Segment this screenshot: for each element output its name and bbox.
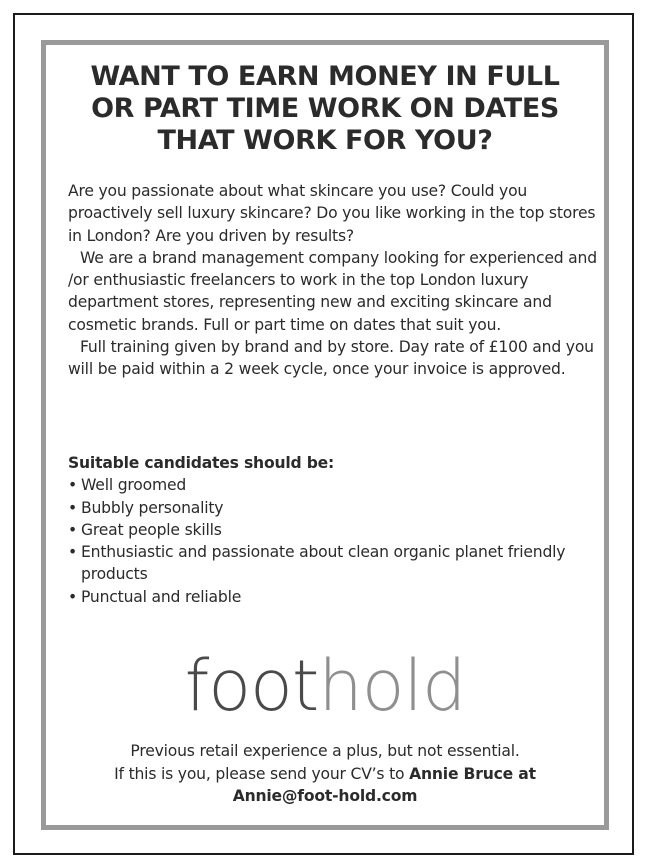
headline-line-2: OR PART TIME WORK ON DATES bbox=[91, 93, 559, 124]
list-item bbox=[68, 541, 598, 586]
list-item bbox=[68, 497, 598, 519]
intro-paragraph-3: Full training given by brand and by store. Day rate of £100 and you will be paid within a 2 week cycle, once your invoice is approved. bbox=[68, 338, 594, 379]
bullet-icon: • bbox=[68, 587, 77, 606]
contact-name: Annie Bruce at bbox=[409, 764, 536, 783]
candidates-heading: Suitable candidates should be: bbox=[68, 454, 335, 472]
headline bbox=[50, 61, 600, 157]
list-item bbox=[68, 474, 598, 496]
headline-line-1: WANT TO EARN MONEY IN FULL bbox=[90, 61, 560, 92]
list-item bbox=[68, 586, 598, 608]
contact-email[interactable]: Annie@foot-hold.com bbox=[232, 787, 418, 805]
bullet-icon: • bbox=[68, 498, 77, 517]
intro-paragraph-2: We are a brand management company looking for experienced and /or enthusiastic freelancers to work in the top London luxury department stores, representing new and exciting skincare and cosmetic brands. Full or part time on dates that suit you. bbox=[68, 248, 597, 334]
foothold-logo bbox=[0, 646, 650, 726]
intro-paragraph-1: Are you passionate about what skincare you use? Could you proactively sell luxury skincare? Do you like working in the top stores in London? Are you driven by results? bbox=[68, 182, 596, 245]
bullet-icon: • bbox=[68, 543, 77, 562]
footer-contact bbox=[50, 740, 600, 808]
intro-copy bbox=[68, 180, 598, 381]
list-item-text: Well groomed bbox=[81, 476, 187, 495]
list-item bbox=[68, 519, 598, 541]
bullet-icon: • bbox=[68, 476, 77, 495]
footer-line-1: Previous retail experience a plus, but not essential. bbox=[130, 742, 520, 760]
list-item-text: Great people skills bbox=[81, 520, 222, 539]
footer-line-2 bbox=[50, 763, 600, 786]
logo-text-foot: foot bbox=[184, 645, 319, 727]
list-item-text: Enthusiastic and passionate about clean organic planet friendly products bbox=[81, 543, 566, 584]
list-item-text: Bubbly personality bbox=[81, 498, 224, 517]
logo-text-hold: hold bbox=[318, 645, 466, 727]
candidates-list bbox=[68, 474, 598, 608]
footer-line-2-text: If this is you, please send your CV’s to bbox=[114, 764, 410, 783]
headline-line-3: THAT WORK FOR YOU? bbox=[157, 125, 493, 156]
candidates-section bbox=[68, 452, 598, 608]
bullet-icon: • bbox=[68, 520, 77, 539]
list-item-text: Punctual and reliable bbox=[81, 587, 242, 606]
